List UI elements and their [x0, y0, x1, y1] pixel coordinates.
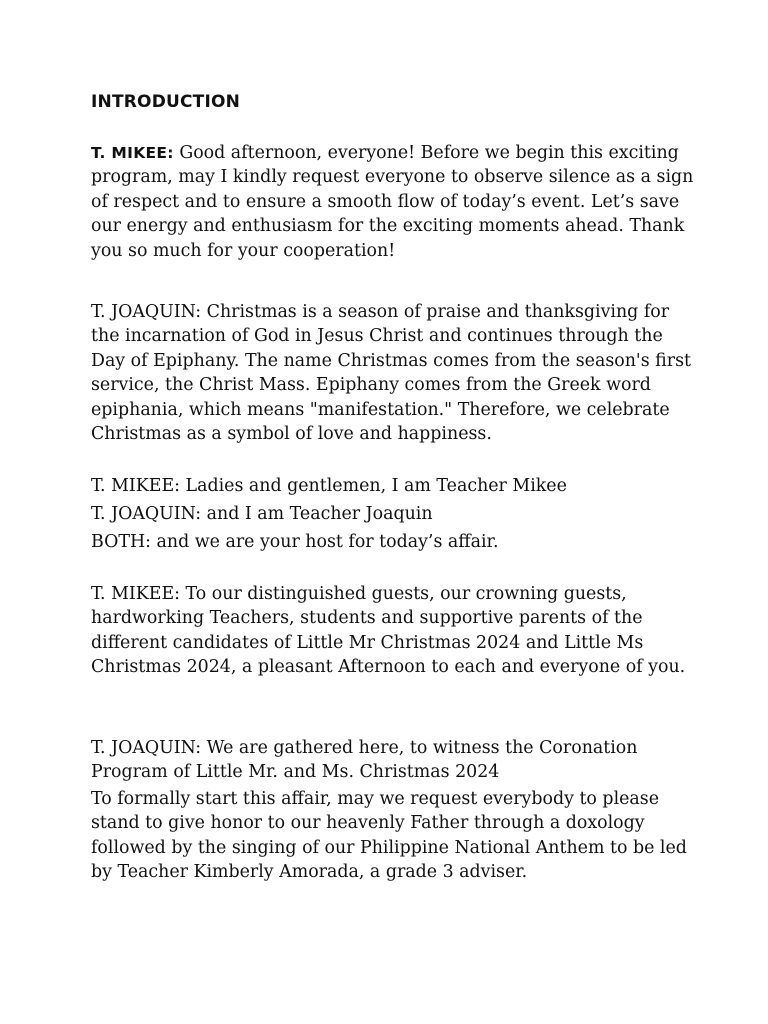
line-mikee-intro: T. MIKEE: Ladies and gentlemen, I am Teacher Mikee	[91, 476, 567, 496]
paragraph-joaquin-gathered: T. JOAQUIN: We are gathered here, to witness the Coronation Program of Little Mr. and Ms. Christmas 2024	[91, 738, 638, 783]
section-heading: INTRODUCTION	[91, 92, 241, 112]
paragraph-mikee-opening	[91, 141, 701, 263]
paragraph-joaquin-christmas: T. JOAQUIN: Christmas is a season of praise and thanksgiving for the incarnation of God in Jesus Christ and continues through the Day of Epiphany. The name Christmas comes from the season's first service, the Christ Mass. Epiphany comes from the Greek word epiphania, which means "manifestation." Therefore, we celebrate Christmas as a symbol of love and happiness.	[91, 302, 691, 445]
line-joaquin-intro: T. JOAQUIN: and I am Teacher Joaquin	[91, 504, 433, 524]
line-both-host: BOTH: and we are your host for today’s affair.	[91, 532, 499, 552]
paragraph-formal-start: To formally start this affair, may we request everybody to please stand to give honor to our heavenly Father through a doxology followed by the singing of our Philippine National Anthem to be led by Teacher Kimberly Amorada, a grade 3 adviser.	[91, 789, 687, 883]
speaker-label: T. MIKEE:	[91, 144, 174, 162]
paragraph-text: Good afternoon, everyone! Before we begin this exciting program, may I kindly request everyone to observe silence as a sign of respect and to ensure a smooth flow of today’s event. Let’s save our energy and enthusiasm for the exciting moments ahead. Thank you so much for your cooperation!	[91, 143, 694, 261]
paragraph-mikee-greeting: T. MIKEE: To our distinguished guests, our crowning guests, hardworking Teachers, students and supportive parents of the different candidates of Little Mr Christmas 2024 and Little Ms Christmas 2024, a pleasant Afternoon to each and everyone of you.	[91, 584, 686, 678]
